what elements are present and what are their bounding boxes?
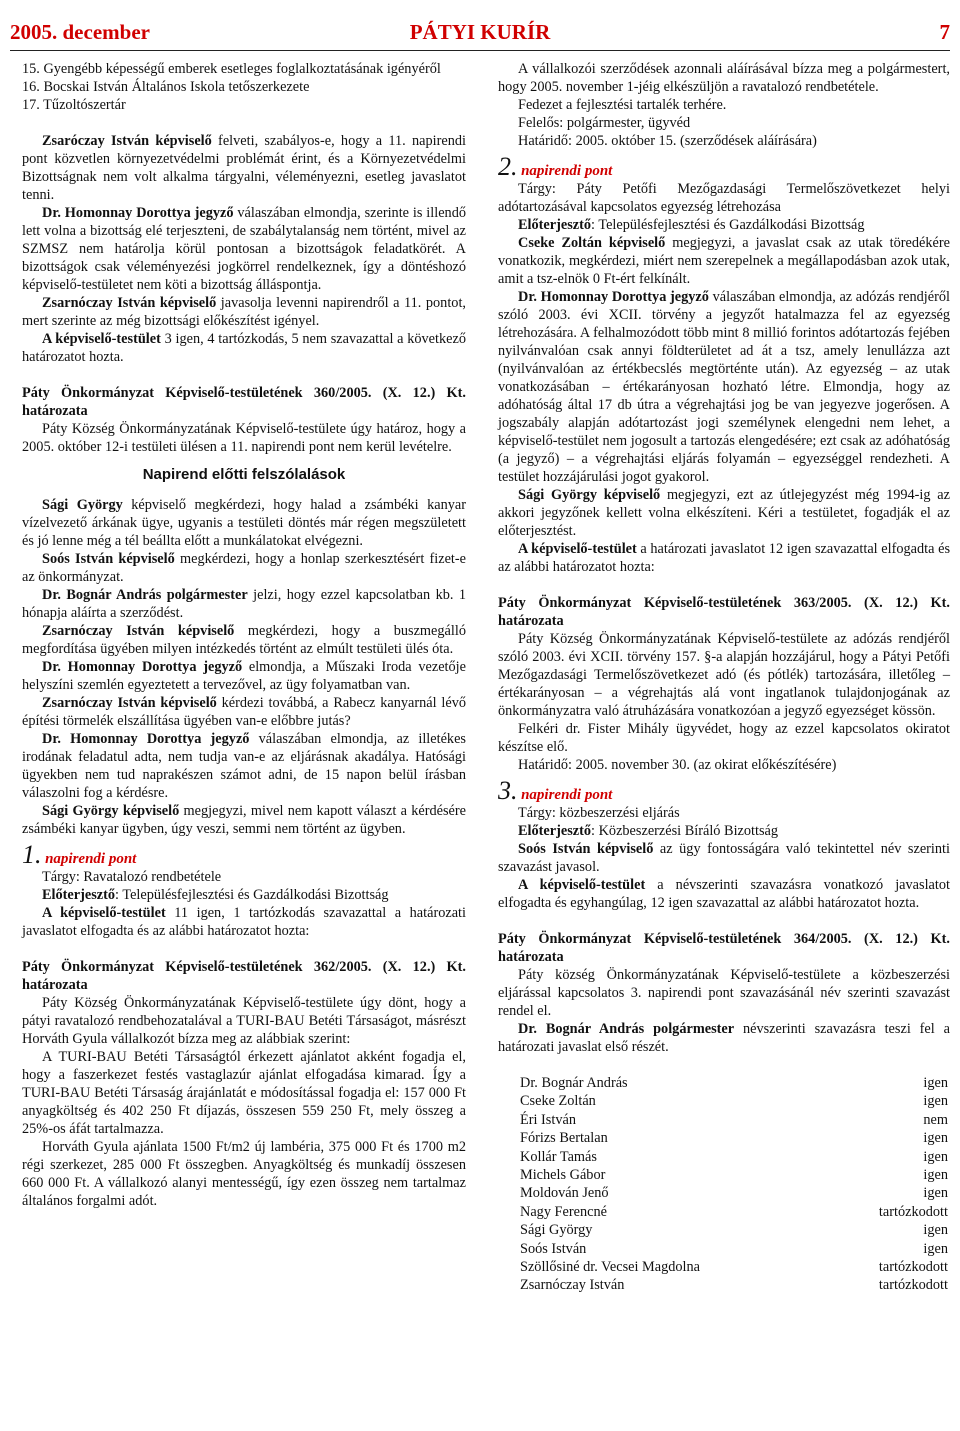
voter-name: Michels Gábor — [520, 1167, 606, 1184]
vote-row — [520, 1203, 948, 1221]
vote-row — [520, 1184, 948, 1202]
voter-name: Nagy Ferencné — [520, 1203, 607, 1220]
left-column — [22, 60, 466, 1210]
paragraph: Zsarnóczay István képviselő kérdezi továbbá, a Rabecz kanyarnál lévő építési törmelék elszállítása ügyében van-e előbbre jutás? — [22, 695, 466, 729]
voter-name: Cseke Zoltán — [520, 1093, 596, 1110]
speaker: Dr. Homonnay Dorottya jegyző — [42, 205, 234, 221]
newspaper-title: PÁTYI KURÍR — [409, 20, 551, 44]
paragraph: Cseke Zoltán képviselő megjegyzi, a javaslat csak az utak töredékére vonatkozik, megkérdezi, miért nem szerepelnek a megállapodásban azok utak, amit a tsz-elnök 0 Ft-ért felkínált. — [498, 235, 950, 287]
resolution-text: Felkéri dr. Fister Mihály ügyvédet, hogy az ezzel kapcsolatos okiratot készítse elő. — [498, 721, 950, 755]
paragraph: Dr. Homonnay Dorottya jegyző válaszában elmondja, az illetékes irodának feladatul adta, nem tudja van-e az eljárásnak akadálya. Hatósági ügyekben nem tud naprakészen számot adni, de 15 napon belül írásban válaszolni fog a kérdésre. — [22, 731, 466, 801]
vote-value: igen — [923, 1167, 948, 1184]
paragraph: Soós István képviselő megkérdezi, hogy a honlap szerkesztésért fizet-e az önkormányzat. — [22, 551, 466, 585]
vote-value: igen — [923, 1240, 948, 1257]
voter-name: Dr. Bognár András — [520, 1075, 628, 1091]
issue-date: 2005. december — [10, 20, 150, 44]
vote-value: tartózkodott — [878, 1259, 948, 1276]
vote-value: igen — [923, 1185, 948, 1202]
speaker: Zsaróczay István képviselő — [42, 133, 212, 149]
voter-name: Szöllősiné dr. Vecsei Magdolna — [520, 1259, 701, 1276]
agenda-heading: 1. napirendi pont — [22, 840, 137, 869]
voter-name: Fórizs Bertalan — [520, 1130, 608, 1147]
paragraph: Zsarnóczay István képviselő javasolja levenni napirendről a 11. pontot, mert szerinte az még bizottsági előkészítést igényel. — [22, 295, 466, 329]
vote-row — [520, 1148, 948, 1166]
subject: Tárgy: Ravatalozó rendbetétele — [42, 869, 222, 885]
vote-value: igen — [923, 1130, 948, 1147]
paragraph: Felelős: polgármester, ügyvéd — [518, 115, 691, 131]
resolution-text: Határidő: 2005. november 30. (az okirat előkészítésére) — [518, 757, 837, 773]
vote-value: igen — [923, 1222, 948, 1239]
agenda-item-15: 15. Gyengébb képességű emberek esetleges foglalkoztatásának igényéről — [22, 61, 441, 77]
paragraph: Dr. Homonnay Dorottya jegyző elmondja, a Műszaki Iroda vezetője helyszíni szemlén egyeztetett a tervezővel, az ügy folyamatban van. — [22, 659, 466, 693]
resolution-text: Páty Község Önkormányzatának Képviselő-testülete úgy határoz, hogy a 2005. október 12-i testületi ülésen a 11. napirendi pont nem kerül levételre. — [22, 421, 466, 455]
vote-table — [520, 1074, 948, 1295]
resolution-text: Páty Község Önkormányzatának Képviselő-testülete az adózás rendjéről szóló 2003. évi XCII. törvény 157. §-a alapján hozzájárul, hogy a Pátyi Petőfi Mezőgazdasági Termelőszövetkezet adó (és pótlék) tartozására, illetőleg – értékarányosan – a végrehajtás alá vont ingatlanok tulajdonjogának az önkormányzatra való átruházására vonatkozóan a jegyző egyezséget kössön. — [498, 631, 950, 719]
subject: Tárgy: Páty Petőfi Mezőgazdasági Termelőszövetkezet helyi adótartozásával kapcsolatos egyezség létrehozása — [498, 181, 950, 215]
agenda-heading: 2. napirendi pont — [498, 152, 613, 181]
voter-name: Éri István — [520, 1111, 576, 1128]
vote-value: igen — [923, 1148, 948, 1165]
vote-row — [520, 1276, 948, 1294]
speaker: A képviselő-testület — [42, 331, 161, 347]
resolution-title: Páty Önkormányzat Képviselő-testületének 364/2005. (X. 12.) Kt. határozata — [498, 931, 950, 965]
resolution-text: A TURI-BAU Betéti Társaságtól érkezett ajánlatot akként fogadja el, hogy a faszerkezet festés vastaglazúr ajánlat elfogadása kimarad. Így a TURI-BAU Betéti Társaság árajánlatát e módosítással fogadja el: 157 000 Ft anyagköltség és 402 250 Ft díjazás, összesen 559 250 Ft, mely összeg a 25%-os áfát tartalmazza. — [22, 1049, 466, 1137]
paragraph: Zsarnóczay István képviselő megkérdezi, hogy a buszmegálló megfordítása ügyében milyen intézkedés történt az elmúlt testületi ülés óta. — [22, 623, 466, 657]
page-number: 7 — [939, 20, 950, 44]
resolution-text: Horváth Gyula ajánlata 1500 Ft/m2 új lambéria, 375 000 Ft és 1700 m2 régi szerkezet, 285 000 Ft összegben. Anyagköltség és munkadíj összesen 660 000 Ft. A vállalkozó alanyi mentességű, így ezen összeg nem tartalmaz általános forgalmi adót. — [22, 1139, 466, 1209]
presenter: Előterjesztő: Közbeszerzési Bíráló Bizottság — [518, 823, 779, 839]
agenda-item-16: 16. Bocskai István Általános Iskola tetőszerkezete — [22, 79, 310, 95]
vote-value: igen — [923, 1093, 948, 1110]
agenda-heading: 3. napirendi pont — [498, 776, 613, 805]
right-column — [498, 60, 950, 1295]
paragraph: Zsaróczay István képviselő felveti, szabályos-e, hogy a 11. napirendi pont közvetlen környezetvédelmi problémát érint, és a Környezetvédelmi Bizottságnak nem volt alkalma tárgyalni, véleményezni, esetleg javaslatot tenni. — [22, 133, 466, 203]
presenter: Előterjesztő: Településfejlesztési és Gazdálkodási Bizottság — [518, 217, 865, 233]
paragraph: Dr. Homonnay Dorottya jegyző válaszában elmondja, szerinte is illendő lett volna a bizottság elé terjeszteni, de szabálytalanság nem történt, mivel az SZMSZ nem határolja körül pontosan a bizottságok feladatkörét. A bizottságok csak véleményezési jogkörrel rendelkeznek, így a döntéshozó képviselő-testületet nem köti a bizottság álláspontja. — [22, 205, 466, 293]
paragraph: A képviselő-testület 3 igen, 4 tartózkodás, 5 nem szavazattal a következő határozatot hozta. — [22, 331, 466, 365]
voter-name: Sági György — [520, 1222, 593, 1239]
resolution-title: Páty Önkormányzat Képviselő-testületének 360/2005. (X. 12.) Kt. határozata — [22, 385, 466, 419]
header-rule — [10, 50, 950, 51]
paragraph: Dr. Homonnay Dorottya jegyző válaszában elmondja, az adózás rendjéről szóló 2003. évi XCII. törvény a jegyzőt hatalmazza fel az egyezség létrehozására. A felhalmozódott több mint 8 millió forintos adótartozás fejében nyilvánvalóan csak annyi földterületet ad át a tsz, amely lenullázza azt (nyilvánvalóan az értékbecslés megtörténte után). Az egyezség – az utak vonatkozásában – értékarányosan hozható létre. Elmondja, hogy az adóhatóság által 17 db útra a végrehajtási jog be van jegyezve jogerősen. A jogszabály alapján adótartozást jogi személynek elengedni nem lehet, a képviselő-testület nem jogosult a tartozás elengedésére; ezt csak az adóhatóság (a jegyző) – a végrehajtási eljárás folyamán – egyezséggel rendezheti. A testület hozzájárulási jogot gyakorol. — [498, 289, 950, 485]
vote-value: nem — [923, 1111, 948, 1128]
paragraph: A képviselő-testület a határozati javaslatot 12 igen szavazattal elfogadta és az alábbi határozatot hozta: — [498, 541, 951, 575]
speaker: Zsarnóczay István képviselő — [42, 295, 217, 311]
vote-row — [520, 1074, 948, 1092]
agenda-item-17: 17. Tűzoltószertár — [22, 97, 126, 113]
vote-row — [520, 1166, 948, 1184]
paragraph: Sági György képviselő megjegyzi, ezt az útlejegyzést még 1994-ig az akkori jegyzőnek kellett volna elkészíteni. Kéri a testületet, fogadják el az előterjesztést. — [498, 487, 950, 539]
vote-value: igen — [923, 1075, 948, 1091]
paragraph: A vállalkozói szerződések azonnali aláírásával bízza meg a polgármestert, hogy 2005. november 1-jéig elkészüljön a ravatalozó rendbetétele. — [498, 61, 950, 95]
vote-row — [520, 1258, 948, 1276]
paragraph: A képviselő-testület a névszerinti szavazásra vonatkozó javaslatot elfogadta és egyhangúlag, 12 igen szavazattal az alábbi határozatot hozta. — [498, 877, 950, 911]
voter-name: Soós István — [520, 1240, 587, 1257]
resolution-text: Páty község Önkormányzatának Képviselő-testülete a közbeszerzési eljárással kapcsolatos 3. napirendi pont szavazásánál név szerinti szavazást rendel el. — [498, 967, 950, 1019]
vote-row — [520, 1129, 948, 1147]
paragraph: Dr. Bognár András polgármester névszerinti szavazásra teszi fel a határozati javaslat első részét. — [498, 1021, 950, 1055]
voter-name: Kollár Tamás — [520, 1148, 597, 1165]
vote-row — [520, 1221, 948, 1239]
voter-name: Zsarnóczay István — [520, 1277, 625, 1294]
paragraph: Soós István képviselő az ügy fontosságára való tekintettel név szerinti szavazást javasol. — [498, 841, 950, 875]
resolution-title: Páty Önkormányzat Képviselő-testületének 363/2005. (X. 12.) Kt. határozata — [498, 595, 950, 629]
paragraph: Dr. Bognár András polgármester jelzi, hogy ezzel kapcsolatban kb. 1 hónapja aláírta a szerződést. — [22, 587, 467, 621]
paragraph: Határidő: 2005. október 15. (szerződések aláírására) — [518, 133, 817, 149]
vote-row — [520, 1092, 948, 1110]
paragraph: Fedezet a fejlesztési tartalék terhére. — [518, 97, 727, 113]
resolution-title: Páty Önkormányzat Képviselő-testületének 362/2005. (X. 12.) Kt. határozata — [22, 959, 466, 993]
page-header — [10, 8, 950, 48]
vote-value: tartózkodott — [878, 1277, 948, 1294]
vote-row — [520, 1111, 948, 1129]
paragraph: Sági György képviselő megkérdezi, hogy halad a zsámbéki kanyar vízelvezető árkának ügye, ugyanis a testületi döntés már régen megszületett és jó lenne még a tél beállta előtt a munkálatokat elvégezni. — [22, 497, 466, 549]
paragraph: A képviselő-testület 11 igen, 1 tartózkodás szavazattal a határozati javaslatot elfogadta és az alábbi határozatot hozta: — [22, 905, 466, 939]
resolution-text: Páty Község Önkormányzatának Képviselő-testülete úgy dönt, hogy a pátyi ravatalozó rendbehozatalával a TURI-BAU Betéti Társaságot, másrészt Horváth Gyula vállalkozót bízza meg az alábbiak szerint: — [22, 995, 466, 1047]
paragraph: Sági György képviselő megjegyzi, mivel nem kapott választ a kérdésére zsámbéki kanyar ügyben, úgy veszi, semmi nem történt az ügyben. — [22, 803, 466, 837]
presenter: Előterjesztő: Településfejlesztési és Gazdálkodási Bizottság — [42, 887, 389, 903]
vote-row — [520, 1240, 948, 1258]
subject: Tárgy: közbeszerzési eljárás — [518, 805, 680, 821]
vote-value: tartózkodott — [878, 1203, 948, 1220]
section-title: Napirend előtti felszólalások — [142, 466, 346, 483]
voter-name: Moldován Jenő — [520, 1185, 609, 1202]
